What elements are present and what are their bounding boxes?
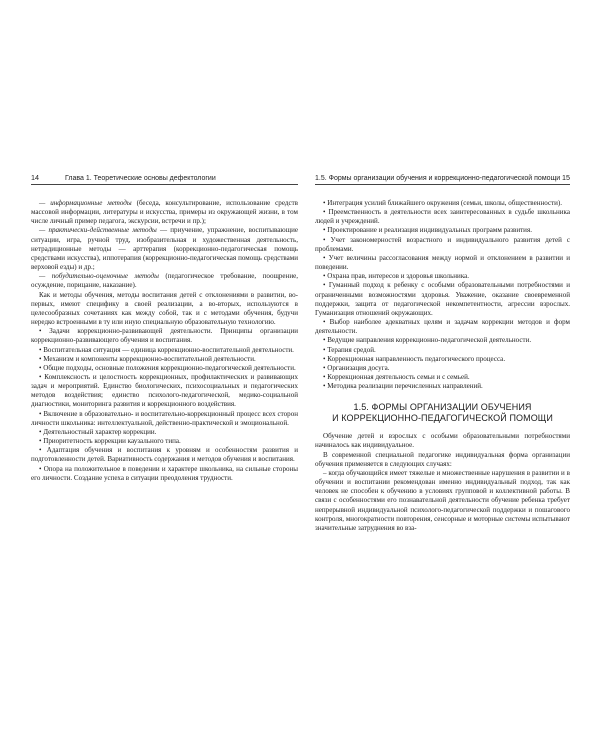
bullet-item: • Адаптация обучения и воспитания к уровням и особенностям развития и подготовленности детей. Вариативность содержания и методов обучения и воспитания. [31,446,298,464]
left-page-number: 14 [31,173,39,182]
section-heading [315,402,570,424]
right-running-header [315,173,570,185]
paragraph: Как и методы обучения, методы воспитания детей с отклонениями в развитии, во-первых, имеют специфику в своей реализации, а во-вторых, используются в целесообразных сочетаниях как между собой, так и с методами обучения, будучи нередко встроенными в ту или иную специальную образовательную технологию. [31,290,298,327]
bullet-item: • Комплексность и целостность коррекционных, профилактических и развивающих задач и мероприятий. Единство биологических, психосоциальных и педагогических методов воздействия; единство психолого-педагогической, медико-социальной диагностики, мониторинга развития и коррекционного воздействия. [31,372,298,409]
bullet-item: • Задачи коррекционно-развивающей деятельности. Принципы организации коррекционно-развивающего обучения и воспитания. [31,327,298,345]
bullet-item: • Общие подходы, основные положения коррекционно-педагогической деятельности. [39,363,296,372]
left-running-title: Глава 1. Теоретические основы дефектологии [65,175,216,182]
bullet-item: • Деятельностный характер коррекции. [39,427,157,436]
bullet-item: • Терапия средой. [323,345,376,354]
section-heading-line: 1.5. ФОРМЫ ОРГАНИЗАЦИИ ОБУЧЕНИЯ [353,402,532,413]
bullet-item: • Проектирование и реализация индивидуальных программ развития. [323,226,532,235]
bullet-item: • Преемственность в деятельности всех заинтересованных в судьбе школьника людей и учреждений. [315,208,570,226]
left-page-body [31,199,298,483]
paragraph: – когда обучающийся имеет тяжелые и множественные нарушения в развитии и в обучении и воспитании рекомендован именно индивидуальный подход, так как человек не способен к обучению в условиях групповой и коллективной работы. В связи с особенностями его познавательной деятельности обучение ребенка требует непрерывной индивидуальной психолого-педагогической поддержки и пошагового контроля, многократности повторения, сенсорные и моторные системы испытывают значительные затруднения во вза- [315,468,570,532]
bullet-item: • Методика реализации перечисленных направлений. [323,382,483,391]
bullet-item: • Организация досуга. [323,363,390,372]
bullet-item: • Выбор наиболее адекватных целям и задачам коррекции методов и форм деятельности. [315,318,570,336]
bullet-item: • Включение в образовательно- и воспитательно-коррекционный процесс всех сторон личности школьника: интеллектуальной, действенно-практической и эмоциональной. [31,409,298,427]
right-running-title: 1.5. Формы организации обучения и коррекционно-педагогической помощи [315,175,561,182]
method-term: — информационные методы [39,199,132,207]
bullet-item: • Учет величины рассогласования между нормой и отклонением в развитии и поведении. [315,253,570,272]
method-term: — побудительно-оценочные методы [39,272,159,281]
bullet-item: • Охрана прав, интересов и здоровья школьника. [323,272,470,281]
paragraph: — побудительно-оценочные методы (педагогическое требование, поощрение, осуждение, порицание, наказание). [31,272,298,290]
right-page-body [315,199,570,533]
paragraph: В современной специальной педагогике индивидуальная форма организации обучения применяется в следующих случаях: [315,450,570,468]
left-running-header [31,173,298,185]
bullet-item: • Коррекционная деятельность семьи и с семьей. [323,372,470,381]
right-page-number: 15 [562,173,570,182]
method-term: — практически-действенные методы [39,226,157,235]
bullet-item: • Коррекционная направленность педагогического процесса. [323,354,506,363]
paragraph: — практически-действенные методы — приучение, упражнение, воспитывающие ситуации, игра, ручной труд, изобразительная и художественная деятельность, нетрадиционные методы — арттерапия (коррекционно-педагогическая помощь средствами искусства), иппотерапия (коррекционно-педагогическая помощь средствами верховой езды) и др.; [31,226,298,272]
bullet-item: • Приоритетность коррекции каузального типа. [39,437,181,446]
bullet-item: • Опора на положительное в поведении и характере школьника, на сильные стороны его личности. Создание успеха в ситуации преодоления трудности. [31,464,298,482]
section-heading-line: И КОРРЕКЦИОННО-ПЕДАГОГИЧЕСКОЙ ПОМОЩИ [332,413,553,424]
bullet-item: • Ведущие направления коррекционно-педагогической деятельности. [323,336,532,345]
bullet-item: • Учет закономерностей возрастного и индивидуального развития детей с проблемами. [315,235,570,253]
paragraph: Обучение детей и взрослых с особыми образовательными потребностями начиналось как индивидуальное. [315,432,570,450]
left-page [31,173,298,483]
bullet-item: • Гуманный подход к ребенку с особыми образовательными потребностями и ограниченными возможностями здоровья. Уважение, оказание своевременной поддержки, защита от педагогической некомпетентности, агрессии взрослых. Гуманизация отношений окружающих. [315,281,570,317]
right-page [315,173,570,533]
bullet-item: • Интеграция усилий ближайшего окружения (семьи, школы, общественности). [323,199,563,207]
bullet-item: • Воспитательная ситуация — единица коррекционно-воспитательной деятельности. [39,345,294,354]
paragraph: — информационные методы (беседа, консультирование, использование средств массовой информации, литературы и искусства, примеры из окружающей жизни, в том числе личный пример педагога, экскурсии, встречи и пр.); [31,199,298,226]
bullet-item: • Механизм и компоненты коррекционно-воспитательной деятельности. [39,354,256,363]
